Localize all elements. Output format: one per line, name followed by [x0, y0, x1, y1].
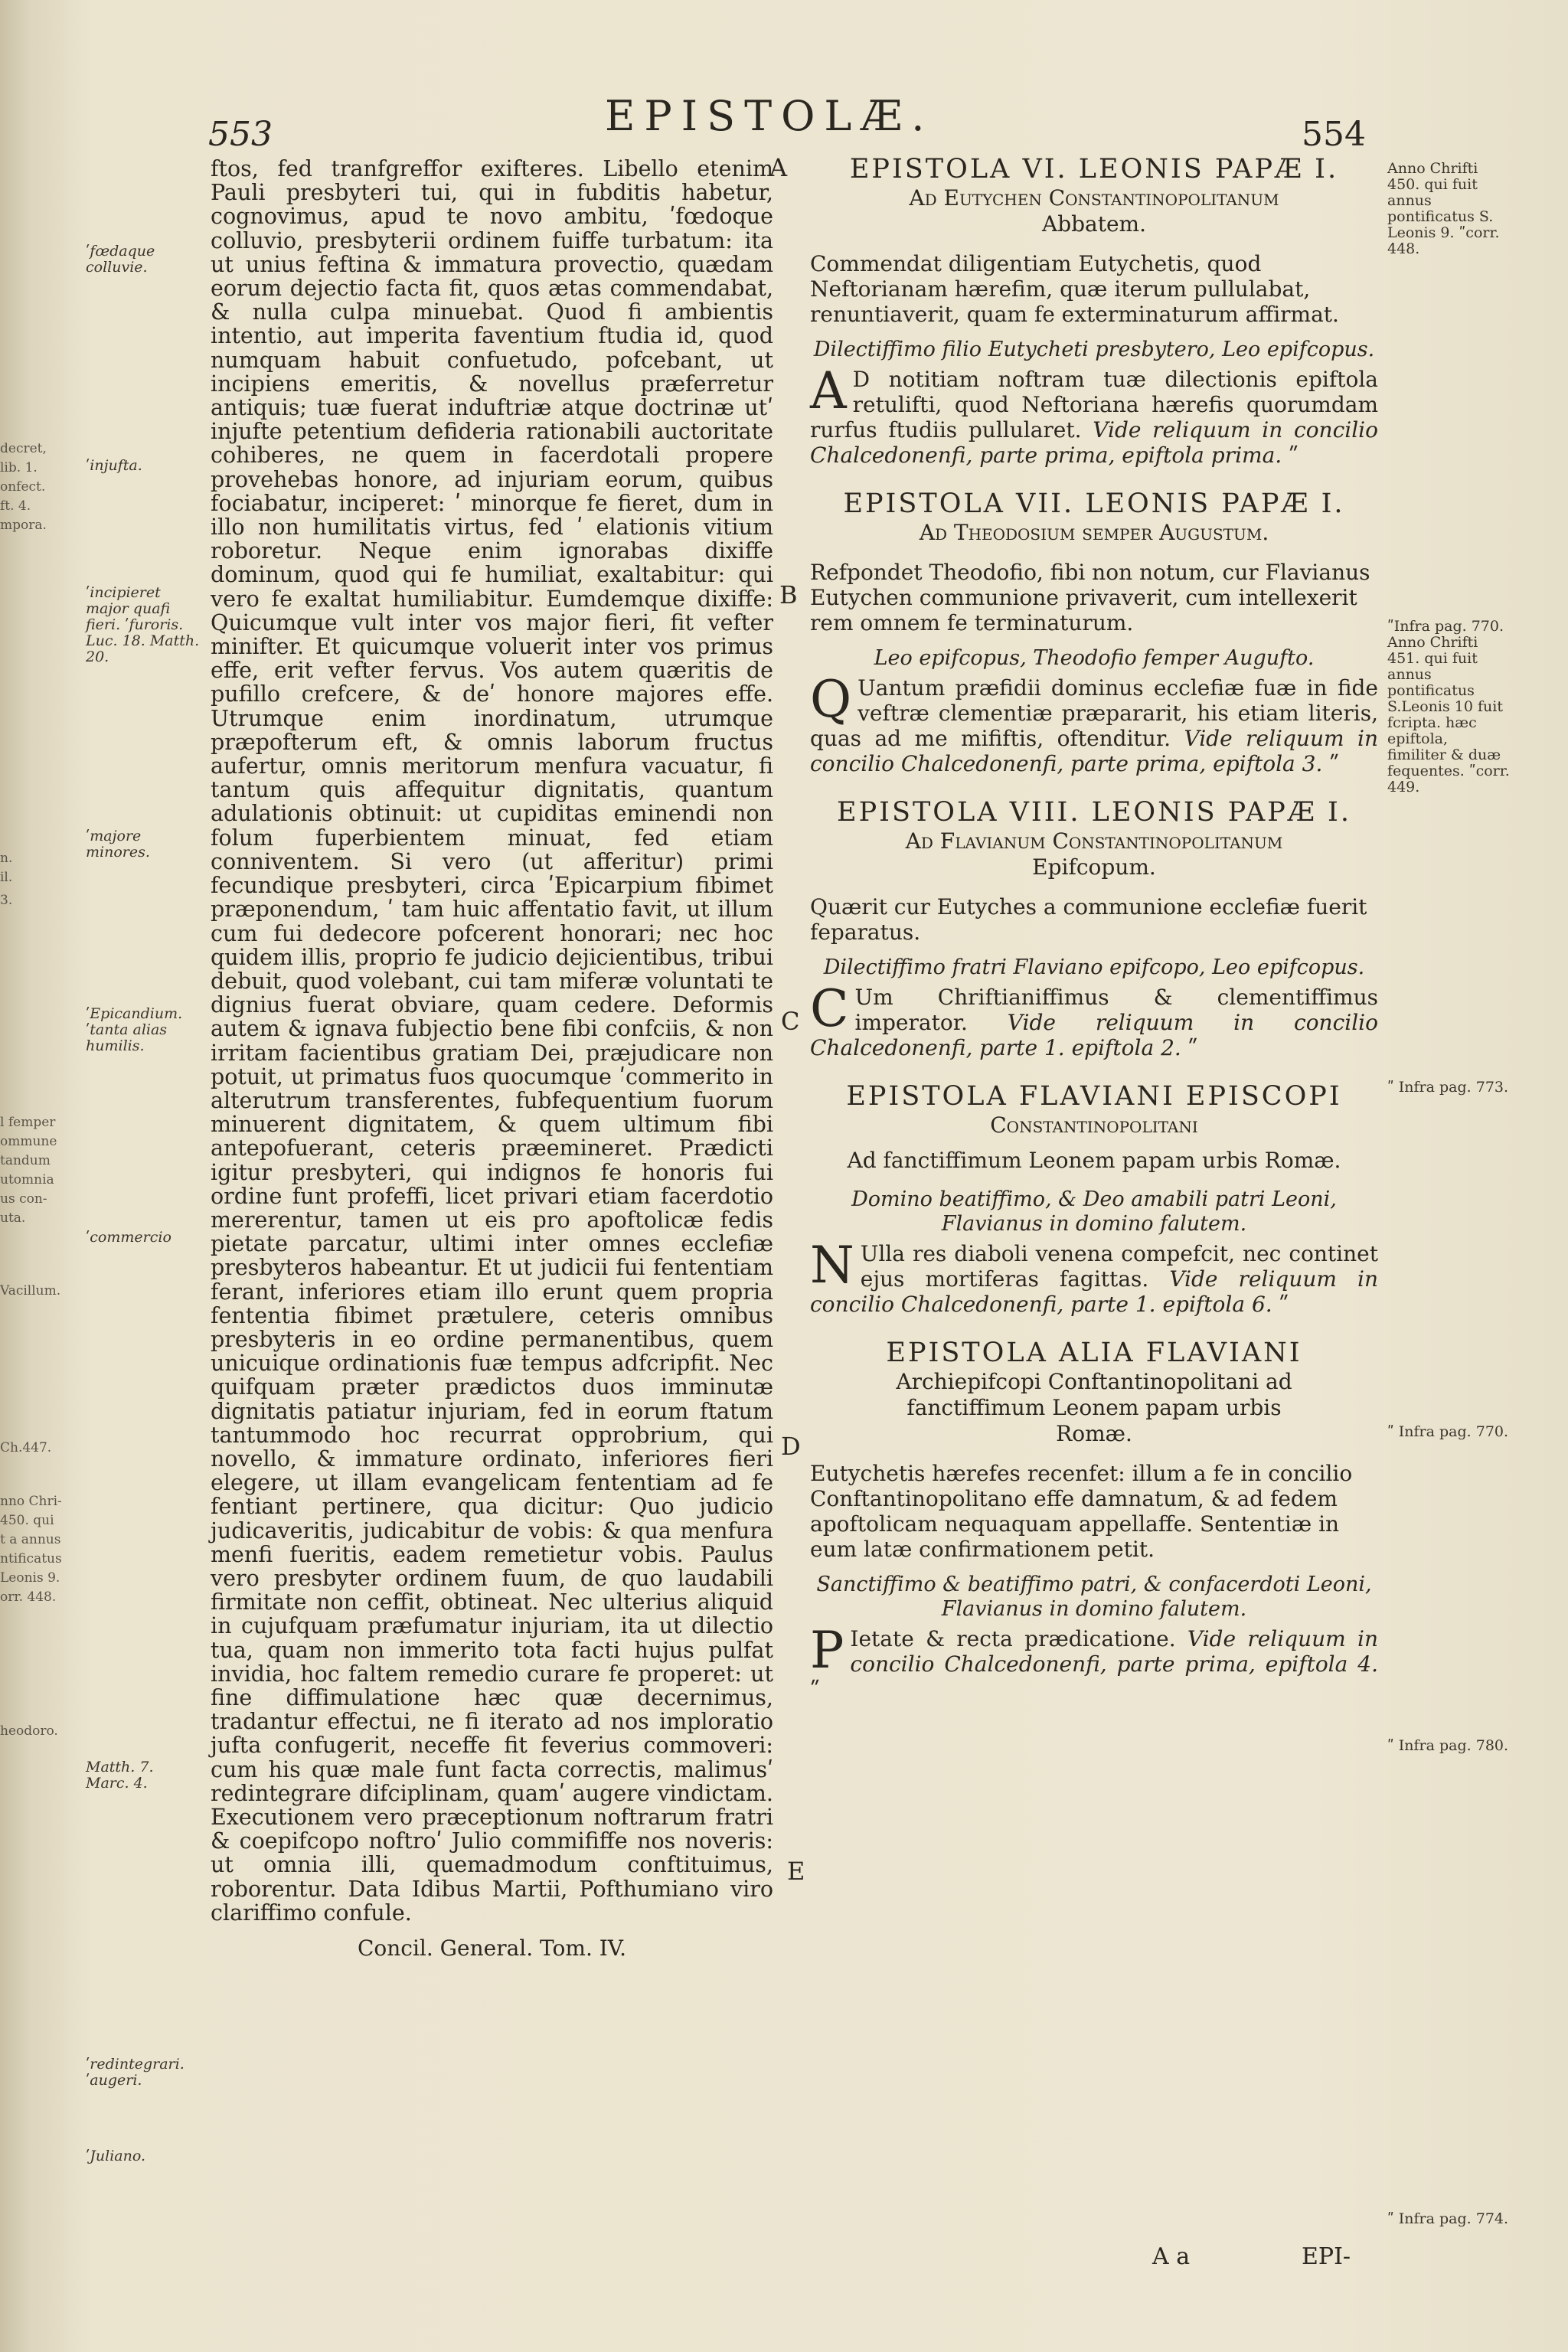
- prev-page-fragment: heodoro.: [0, 1723, 58, 1739]
- epistle-text: [810, 1621, 1378, 1702]
- cross-reference: Vide reliquum in concilio Chalcedonenfi, parte 1. epiftola 2. ʺ: [810, 1010, 1378, 1060]
- epistle-address: Ad Theodosium semper Augustum.: [919, 520, 1269, 545]
- marginal-note: ʹcommercio: [86, 1229, 172, 1246]
- left-column-text: ftos, fed tranfgreffor exifteres. Libello etenim Pauli presbyteri tui, qui in fubditis habetur, cognovimus, apud te novo ambitu, ʹfœdoque colluvio, presbyterii ordinem fuiffe turbatum: ita ut unius feftina & immatura provectio, quædam eorum dejectio facta fit, quos ætas commendabat, & nulla culpa minuebat. Quod fi ambientis intentio, aut imperita faventium ftudia id, quod numquam habuit confuetudo, pofcebant, ut incipiens emeritis, & novellus præferretur antiquis; tuæ fuerat induftriæ atque doctrinæ utʹ injufte petentium defideria rationabili auctoritate cohiberes, ne quem in facerdotali propere provehebas honore, ad injuriam eorum, quibus fociabatur, inciperet: ʹ minorque fe fieret, dum in illo non humilitatis virtus, fed ʹ elationis vitium roboretur. Neque enim ignorabas dixiffe dominum, quod qui fe humiliat, exaltabitur: qui vero fe exaltat humiliabitur. Eumdemque dixiffe: Quicumque vult inter vos major fieri, fit vefter minifter. Et quicumque voluerit inter vos primus effe, erit vefter fervus. Vos autem quæritis de pufillo crefcere, & deʹ honore majores effe. Utrumque enim inordinatum, utrumque præpofterum eft, & omnis laborum fructus aufertur, omnis meritorum menfura vacuatur, fi tantum quis affequitur dignitatis, quantum adulationis obtinuit: ut cupiditas eminendi non folum fuperbientem minuat, fed etiam conniventem. Si vero (ut afferitur) primi fecundique presbyteri, circa ʹEpicarpium fibimet præponendum, ʹ tam huic affentatio favit, ut illum cum fui dedecore pofcerent honorari; nec hoc quidem illis, proprio fe judicio dejicientibus, tribui debuit, quod volebant, cui tam miferæ voluntati te dignius fuerat obviare, quam cedere. Deformis autem & ignava fubjectio bene fibi confciis, & non irritam facientibus gratiam Dei, præjudicare non potuit, ut primatus fuos quocumque ʹcommerito in alterutrum transferentes, fubfequentium fuorum minuerent dignitatem, & quem ultimum fibi antepofuerant, ceteris præemineret. Prædicti igitur presbyteri, qui indignos fe honoris fui ordine funt profeffi, licet privari etiam facerdotio mererentur, tamen ut eis pro apoftolicæ fedis pietate parcatur, ultimi inter omnes ecclefiæ presbyteros habeantur. Et ut judicii fui fententiam ferant, inferiores etiam illo erunt quem propria fententia fibimet prætulere, ceteris omnibus presbyteris in eo ordine permanentibus, quem unicuique ordinationis fuæ tempus adfcripfit. Nec quifquam præter prædictos duos imminutæ dignitatis patiatur injuriam, fed in eorum ftatum tantummodo hoc recurrat opprobrium, qui novello, & immature ordinato, inferiores fieri elegere, ut illam evangelicam fententiam ad fe fentiant pertinere, qua dicitur: Quo judicio judicaveritis, judicabitur de vobis: & qua menfura menfi fueritis, eadem remetietur vobis. Paulus vero presbyter ordinem fuum, de quo laudabili firmitate non ceffit, obtineat. Nec ulterius aliquid in cujufquam præfumatur injuriam, ita ut dilectio tua, quam non immerito tota facti hujus pulfat invidia, hoc faltem remedio curare fe properet: ut fine diffimulatione hæc quæ decernimus, tradantur effectui, ne fi iterato ad nos imploratio jufta confugerit, neceffe fit feverius commoveri: cum his quæ male funt facta correctis, malimusʹ redintegrare difciplinam, quamʹ augere vindictam. Executionem vero præceptionum noftrarum fratri & coepifcopo noftroʹ Julio commififfe nos noveris: ut omnia illi, quemadmodum conftituimus, roborentur. Data Idibus Martii, Pofthumiano viro clariffimo confule.: [211, 156, 773, 1926]
- epistle-text: [810, 670, 1378, 776]
- epistle-text: [810, 979, 1378, 1060]
- epistle-address-2: Epifcopum.: [1032, 854, 1156, 880]
- marginal-note: ʹinjufta.: [86, 457, 142, 474]
- epistle-opening: Ulla res diaboli venena compefcit, nec continet ejus mortiferas fagittas.: [860, 1241, 1378, 1292]
- epistle-summary: Refpondet Theodofio, fibi non notum, cur Flavianus Eutychen communione privaverit, cum intellexerit rem omnem fe terminaturum.: [810, 560, 1370, 635]
- epistle-heading: EPISTOLA ALIA FLAVIANI: [886, 1338, 1302, 1368]
- prev-page-fragment: tandum: [0, 1153, 51, 1168]
- marginal-note: ʺ Infra pag. 770.: [1387, 1423, 1509, 1440]
- epistle-heading: EPISTOLA VI. LEONIS PAPÆ I.: [849, 154, 1339, 185]
- prev-page-fragment: Ch.447.: [0, 1440, 52, 1455]
- catchword: EPI-: [1302, 2243, 1351, 2270]
- section-letter: B: [779, 580, 798, 609]
- epistle-heading: EPISTOLA VII. LEONIS PAPÆ I.: [843, 488, 1345, 519]
- prev-page-fragment: onfect.: [0, 479, 46, 495]
- prev-page-fragment: orr. 448.: [0, 1589, 57, 1605]
- marginal-note: Anno Chrifti 450. qui fuit annus pontificatus S. Leonis 9. ʺcorr. 448.: [1387, 160, 1500, 257]
- epistle-opening: Uantum præfidii dominus ecclefiæ fuæ in fide veftræ clementiæ præpararit, his etiam literis, quas ad me mififtis, oftenditur.: [810, 675, 1378, 751]
- drop-cap: P: [810, 1621, 844, 1680]
- epistle-salutation: Leo epifcopus, Theodofio femper Augufto.: [874, 646, 1315, 670]
- prev-page-fragment: n.: [0, 851, 13, 866]
- signature-mark: A a: [1152, 2243, 1191, 2270]
- epistle-address-2: Abbatem.: [1041, 211, 1147, 237]
- section-letter: D: [781, 1432, 801, 1461]
- prev-page-fragment: ft. 4.: [0, 498, 31, 514]
- prev-page-fragment: us con-: [0, 1191, 47, 1207]
- marginal-note: ʹEpicandium. ʹtanta alias humilis.: [86, 1005, 183, 1054]
- marginal-note: ʺ Infra pag. 774.: [1387, 2210, 1509, 2227]
- epistle-6: [810, 153, 1378, 468]
- prev-page-fragment: l femper: [0, 1115, 56, 1130]
- marginal-note: ʺ Infra pag. 773.: [1387, 1079, 1509, 1096]
- marginal-note: ʹmajore minores.: [86, 828, 150, 861]
- prev-page-fragment: 3.: [0, 893, 13, 908]
- drop-cap: A: [810, 361, 847, 420]
- epistle-heading: EPISTOLA VIII. LEONIS PAPÆ I.: [837, 797, 1351, 828]
- prev-page-fragment: nno Chri-: [0, 1494, 62, 1509]
- section-letter: C: [781, 1007, 800, 1036]
- prev-page-fragment: ntificatus: [0, 1551, 62, 1566]
- section-letter: A: [769, 153, 788, 182]
- epistle-flaviani: [810, 1080, 1378, 1317]
- cross-reference: Vide reliquum in concilio Chalcedonenfi, parte prima, epiftola prima. ʺ: [810, 417, 1378, 468]
- marginal-note: ʹfœdaque colluvie.: [86, 243, 155, 276]
- epistle-text: [810, 361, 1378, 468]
- epistle-summary: Quærit cur Eutyches a communione ecclefiæ fuerit feparatus.: [810, 894, 1367, 945]
- epistle-7: [810, 488, 1378, 776]
- epistle-text: [810, 1236, 1378, 1317]
- epistle-salutation: Domino beatiffimo, & Deo amabili patri Leoni, Flavianus in domino falutem.: [851, 1187, 1337, 1236]
- prev-page-fragment: utomnia: [0, 1172, 54, 1187]
- epistle-address: Ad Eutychen Constantinopolitanum: [909, 185, 1279, 211]
- drop-cap: C: [810, 979, 849, 1038]
- epistle-salutation: Dilectiffimo fratri Flaviano epifcopo, Leo epifcopus.: [823, 956, 1365, 979]
- marginal-note: ʹincipieret major quafi fieri. ʹfuroris. Luc. 18. Matth. 20.: [86, 584, 200, 665]
- epistle-salutation: Dilectiffimo filio Eutycheti presbytero, Leo epifcopus.: [813, 338, 1375, 361]
- prev-page-fragment: Vacillum.: [0, 1283, 61, 1298]
- marginal-note: ʺInfra pag. 770. Anno Chrifti 451. qui fuit annus pontificatus S.Leonis 10 fuit fcripta. hæc epiftola, fimiliter & duæ fequentes. ʺcorr. 449.: [1387, 618, 1510, 795]
- epistle-opening: Ietate & recta prædicatione.: [850, 1626, 1176, 1651]
- prev-page-fragment: 450. qui: [0, 1513, 54, 1528]
- previous-page-margin-strip: [0, 0, 62, 2352]
- running-title: EPISTOLÆ.: [605, 92, 934, 140]
- prev-page-fragment: lib. 1.: [0, 460, 38, 475]
- epistle-heading: EPISTOLA FLAVIANI EPISCOPI: [846, 1081, 1342, 1112]
- epistle-address-2: Ad fanctiffimum Leonem papam urbis Romæ.: [847, 1148, 1341, 1173]
- prev-page-fragment: decret,: [0, 441, 47, 456]
- epistle-address: Ad Flavianum Constantinopolitanum: [905, 828, 1283, 854]
- epistle-opening: D notitiam noftram tuæ dilectionis epiftola retulifti, quod Neftoriana hærefis quorumdam rurfus ftudiis pullularet.: [810, 367, 1378, 443]
- left-page-number: 553: [208, 115, 273, 154]
- cross-reference: Vide reliquum in concilio Chalcedonenfi, parte prima, epiftola 4. ʺ: [810, 1626, 1378, 1702]
- epistle-salutation: Sanctiffimo & beatiffimo patri, & confacerdoti Leoni, Flavianus in domino falutem.: [816, 1573, 1372, 1621]
- cross-reference: Vide reliquum in concilio Chalcedonenfi, parte 1. epiftola 6. ʺ: [810, 1266, 1378, 1317]
- cross-reference: Vide reliquum in concilio Chalcedonenfi, parte prima, epiftola 3. ʺ: [810, 726, 1378, 776]
- prev-page-fragment: t a annus: [0, 1532, 61, 1547]
- drop-cap: Q: [810, 670, 852, 729]
- prev-page-fragment: Leonis 9.: [0, 1570, 60, 1586]
- epistle-alia-flaviani: [810, 1337, 1378, 1702]
- epistle-address: Constantinopolitani: [990, 1112, 1198, 1138]
- epistle-8: [810, 796, 1378, 1060]
- marginal-note: ʺ Infra pag. 780.: [1387, 1737, 1509, 1754]
- prev-page-fragment: uta.: [0, 1210, 26, 1226]
- epistle-address: Archiepifcopi Conftantinopolitani ad fanctiffimum Leonem papam urbis Romæ.: [896, 1369, 1292, 1446]
- section-letter: E: [787, 1857, 805, 1886]
- prev-page-fragment: ommune: [0, 1134, 57, 1149]
- epistle-summary: Eutychetis hærefes recenfet: illum a fe in concilio Conftantinopolitano effe damnatum, & ad fedem apoftolicam nequaquam appellaffe. Sententiæ in eum latæ confirmationem petit.: [810, 1461, 1353, 1562]
- drop-cap: N: [810, 1236, 854, 1295]
- right-page-number: 554: [1302, 115, 1366, 154]
- volume-footer: Concil. General. Tom. IV.: [357, 1936, 627, 1962]
- prev-page-fragment: il.: [0, 870, 13, 885]
- left-column: [211, 157, 773, 1961]
- epistle-summary: Commendat diligentiam Eutychetis, quod Neftorianam hærefim, quæ iterum pullulabat, renuntiaverit, quam fe exterminaturum affirmat.: [810, 251, 1339, 327]
- marginal-note: Matth. 7. Marc. 4.: [86, 1759, 154, 1792]
- prev-page-fragment: mpora.: [0, 518, 47, 533]
- marginal-note: ʹredintegrari. ʹaugeri.: [86, 2056, 185, 2089]
- right-column: [810, 153, 1378, 1722]
- marginal-note: ʹJuliano.: [86, 2148, 146, 2164]
- epistle-opening: Um Chriftianiffimus & clementiffimus imperator.: [854, 985, 1378, 1035]
